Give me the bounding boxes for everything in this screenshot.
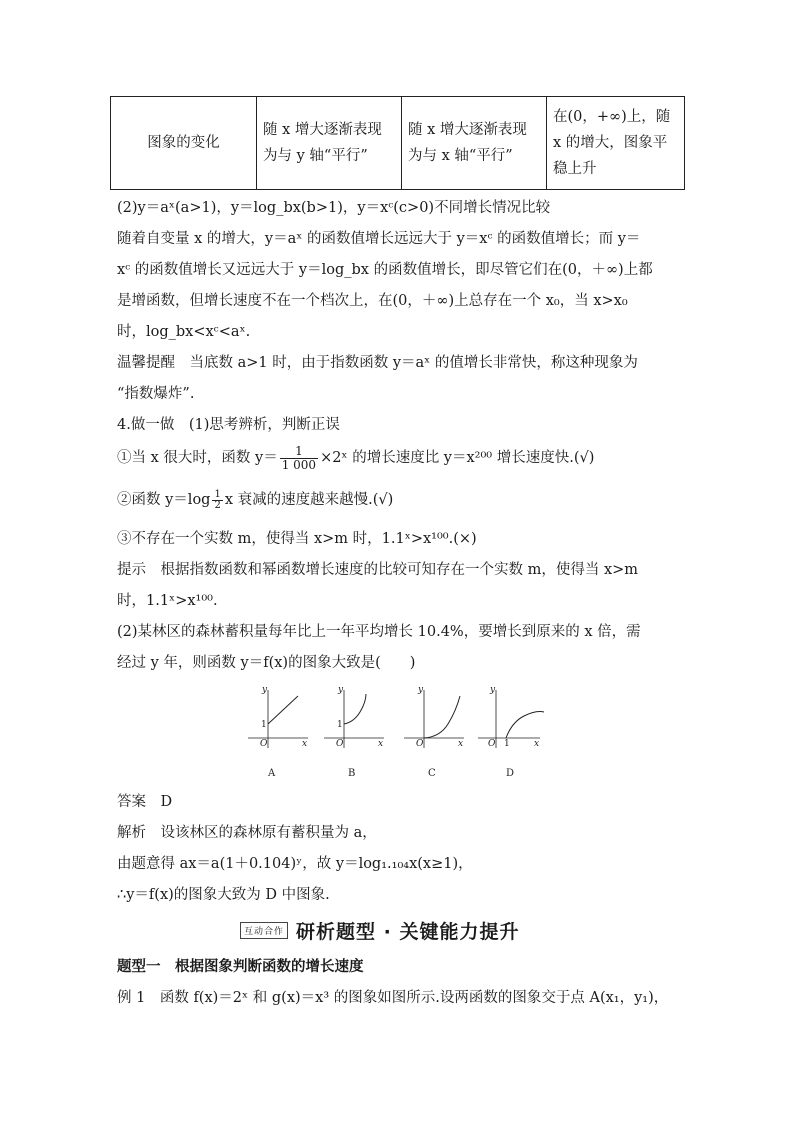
table-cell-power: 在(0，+∞)上，随 x 的增大，图象平稳上升 <box>547 97 685 190</box>
graph-b <box>324 685 384 779</box>
axis-x-label: x <box>378 739 384 749</box>
graph-c <box>404 685 464 779</box>
text-line: xᶜ 的函数值增长又远远大于 y＝log_bx 的函数值增长，即尽管它们在(0，＋∞)上都 <box>117 262 653 278</box>
choice-label: C <box>428 768 436 779</box>
text-line: “指数爆炸”. <box>117 386 195 402</box>
one-label: 1 <box>337 720 343 730</box>
banner-title: 研析题型 · 关键能力提升 <box>296 920 520 943</box>
analysis-line: 解析 设该林区的森林原有蓄积量为 a， <box>117 825 377 841</box>
choice-label: D <box>506 768 515 779</box>
origin-label: O <box>336 739 344 749</box>
banner-tag: 互动合作 <box>240 922 288 939</box>
origin-label: O <box>488 739 496 749</box>
exercise-item-1-text-a: ①当 x 很大时，函数 y＝ <box>117 450 278 466</box>
graph-d <box>478 685 544 779</box>
axis-y-label: y <box>490 685 496 695</box>
fraction-numerator: 1 <box>214 488 221 500</box>
axis-x-label: x <box>458 739 464 749</box>
example-line: 例 1 函数 f(x)＝2ˣ 和 g(x)＝x³ 的图象如图所示.设两函数的图象交于点 A(x₁，y₁)， <box>117 990 669 1006</box>
one-label: 1 <box>261 720 267 730</box>
axis-y-label: y <box>262 685 268 695</box>
exercise-item-2 <box>117 485 393 515</box>
table-row-label: 图象的变化 <box>111 97 257 190</box>
axis-x-label: x <box>534 739 540 749</box>
exercise-item-2-text-a: ②函数 y＝log <box>117 492 211 508</box>
origin-label: O <box>260 739 268 749</box>
exercise-item-2-text-b: x 衰减的速度越来越慢.(√) <box>224 492 394 508</box>
choice-label: A <box>268 768 276 779</box>
table-cell-log: 随 x 增大逐渐表现为与 x 轴“平行” <box>402 97 547 190</box>
fraction-denominator: 2 <box>214 499 221 511</box>
table-cell-exp: 随 x 增大逐渐表现为与 y 轴“平行” <box>257 97 402 190</box>
hint-line: 提示 根据指数函数和幂函数增长速度的比较可知存在一个实数 m，使得当 x>m <box>117 562 639 578</box>
section-banner <box>240 917 519 943</box>
answer-choice-graphs <box>242 682 552 782</box>
axis-y-label: y <box>418 685 424 695</box>
axis-y-label: y <box>338 685 344 695</box>
axis-x-label: x <box>302 739 308 749</box>
analysis-line: 由题意得 ax＝a(1＋0.104)ʸ，故 y＝log₁.₁₀₄x(x≥1)， <box>117 856 473 872</box>
exercise-item-1 <box>117 443 594 473</box>
text-line: 是增函数，但增长速度不在一个档次上，在(0，＋∞)上总存在一个 x₀，当 x>x₀ <box>117 293 628 309</box>
tip-line: 温馨提醒 当底数 a>1 时，由于指数函数 y＝aˣ 的值增长非常快，称这种现象为 <box>117 355 638 371</box>
analysis-line: ∴y＝f(x)的图象大致为 D 中图象. <box>117 887 330 903</box>
comparison-table <box>110 96 685 190</box>
exercise-heading: 4.做一做 (1)思考辨析，判断正误 <box>117 417 340 433</box>
fraction-numerator: 1 <box>280 445 318 459</box>
text-line: 随着自变量 x 的增大，y＝aˣ 的函数值增长远远大于 y＝xᶜ 的函数值增长；而 y＝ <box>117 231 641 247</box>
answer-line: 答案 D <box>117 794 173 810</box>
hint-line: 时，1.1ˣ>x¹⁰⁰. <box>117 593 218 609</box>
table-row <box>111 97 685 190</box>
question-line: (2)某林区的森林蓄积量每年比上一年平均增长 10.4%，要增长到原来的 x 倍，需 <box>117 624 641 640</box>
question-line: 经过 y 年，则函数 y＝f(x)的图象大致是( ) <box>117 655 416 671</box>
one-label: 1 <box>504 739 510 749</box>
fraction <box>212 490 222 511</box>
exercise-item-1-text-b: ×2ˣ 的增长速度比 y＝x²⁰⁰ 增长速度快.(√) <box>320 450 595 466</box>
graph-a <box>248 685 308 779</box>
choice-label: B <box>348 768 356 779</box>
text-line: (2)y＝aˣ(a>1)，y＝log_bx(b>1)，y＝xᶜ(c>0)不同增长情况比较 <box>117 200 551 216</box>
text-line: 时，log_bx<xᶜ<aˣ. <box>117 324 251 340</box>
topic-heading: 题型一 根据图象判断函数的增长速度 <box>117 958 364 975</box>
exercise-item-3: ③不存在一个实数 m，使得当 x>m 时，1.1ˣ>x¹⁰⁰.(×) <box>117 531 477 547</box>
origin-label: O <box>416 739 424 749</box>
fraction-denominator: 1 000 <box>281 457 317 472</box>
fraction <box>280 445 318 472</box>
